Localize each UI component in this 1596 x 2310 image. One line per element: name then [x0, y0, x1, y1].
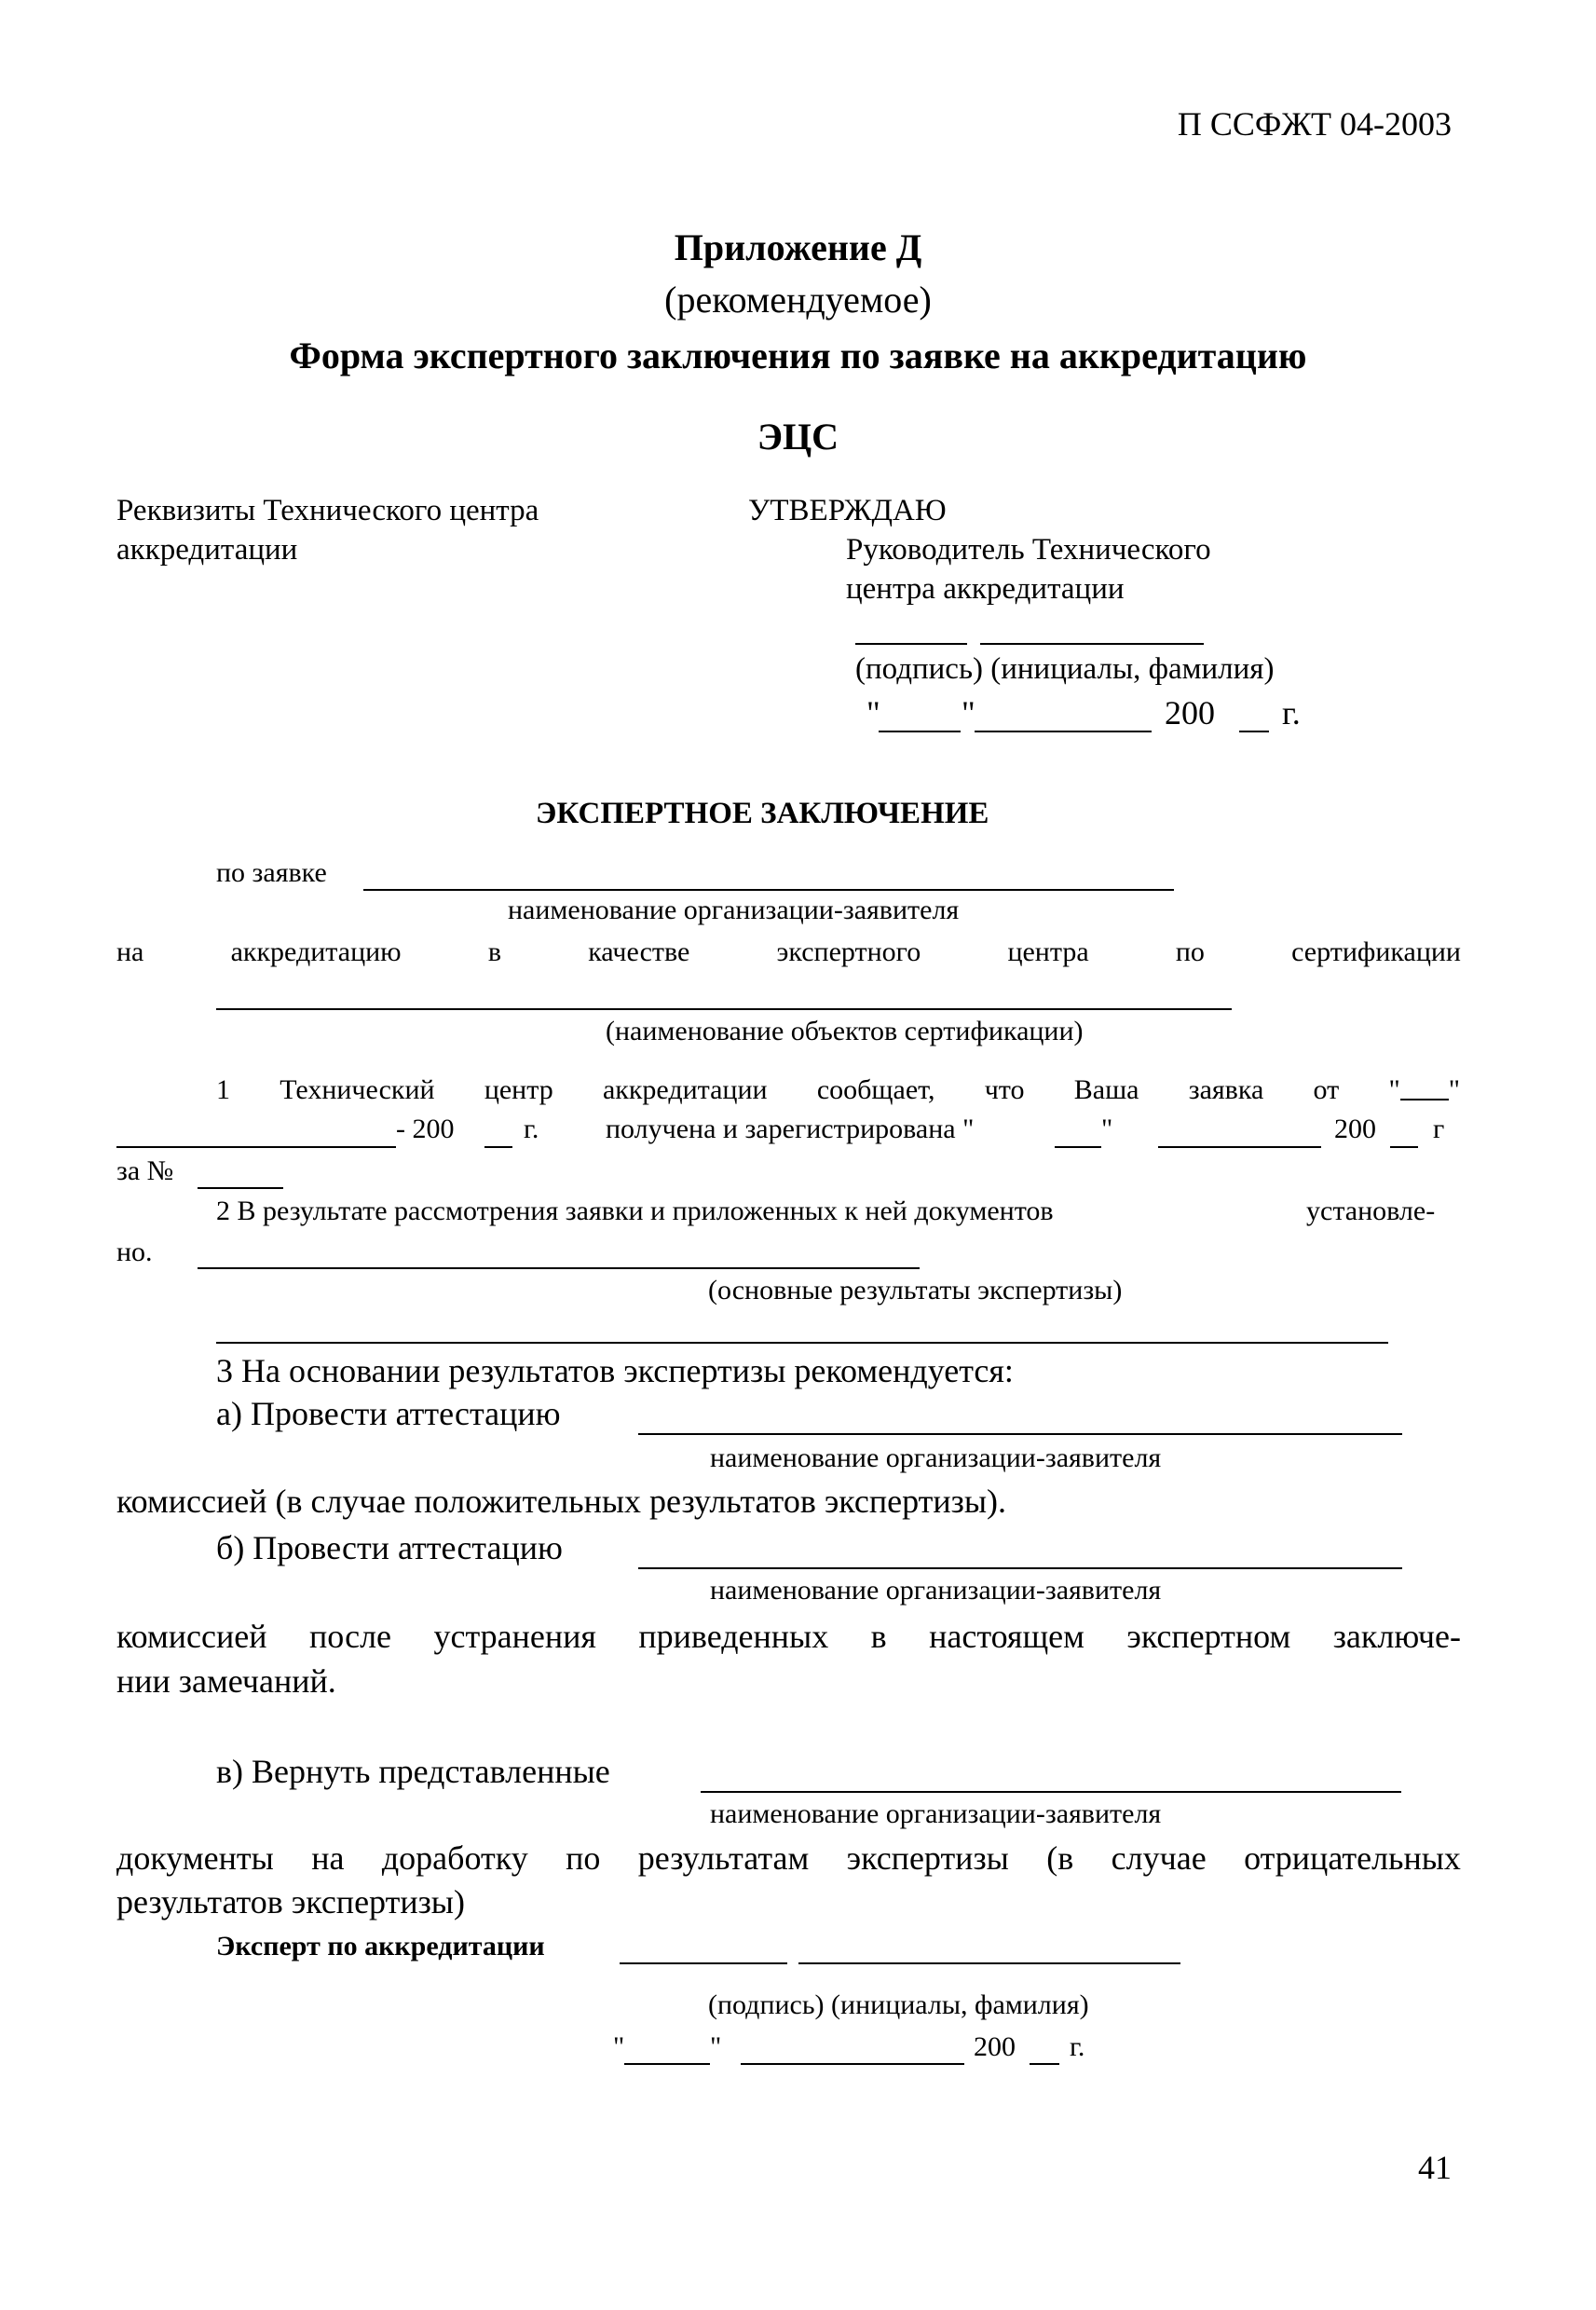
- approve-date-quote-close: ": [962, 694, 975, 731]
- word: сертификации: [1291, 936, 1461, 967]
- appendix-title: Приложение Д: [674, 226, 922, 268]
- approve-date-g: г.: [1282, 694, 1301, 731]
- item1-year2-line: [1390, 1146, 1418, 1148]
- item3-v-caption: наименование организации-заявителя: [710, 1798, 1162, 1829]
- word: Ваша: [1073, 1074, 1139, 1105]
- word: результатам: [637, 1839, 810, 1877]
- po-zayavke-label: по заявке: [216, 857, 327, 888]
- word: Технический: [280, 1074, 435, 1105]
- document-code: П ССФЖТ 04-2003: [1177, 105, 1452, 143]
- item3-a-caption: наименование организации-заявителя: [710, 1442, 1162, 1473]
- word: заявка: [1188, 1074, 1264, 1105]
- word: заключе-: [1332, 1618, 1461, 1655]
- item3-b-after-line2: нии замечаний.: [116, 1662, 336, 1700]
- word: центр: [484, 1074, 553, 1105]
- item1-received-day-line: [1055, 1146, 1101, 1148]
- expert-date-day-line: [624, 2063, 710, 2065]
- approve-date-day-line: [879, 731, 961, 732]
- item3-b-line: [638, 1567, 1402, 1569]
- item1-dash-year: - 200: [396, 1114, 455, 1144]
- accreditation-line: [116, 936, 1461, 968]
- item3-a-label: а) Провести аттестацию: [216, 1395, 561, 1432]
- expert-date-year: 200: [974, 2031, 1016, 2062]
- approve-date-quote-open: ": [866, 694, 880, 731]
- objects-line: [216, 1008, 1232, 1010]
- word: в: [487, 936, 501, 967]
- requisites-left-line2: аккредитации: [116, 533, 298, 567]
- word: на: [311, 1839, 345, 1877]
- word: приведенных: [638, 1618, 829, 1655]
- quote-open: ": [1388, 1074, 1400, 1105]
- expert-sign-caption: (подпись) (инициалы, фамилия): [708, 1989, 1089, 2020]
- item3-intro: 3 На основании результатов экспертизы рекомендуется:: [216, 1352, 1014, 1389]
- expert-date-g: г.: [1070, 2031, 1085, 2062]
- requisites-left-line1: Реквизиты Технического центра: [116, 494, 539, 527]
- word: после: [308, 1618, 392, 1655]
- day-blank: [1400, 1074, 1449, 1100]
- word: документы: [116, 1839, 274, 1877]
- item3-a-line: [638, 1433, 1402, 1435]
- word: по: [1175, 936, 1205, 967]
- item1-year2: 200: [1334, 1114, 1376, 1144]
- word: экспертном: [1126, 1618, 1291, 1655]
- expert-signature-line: [620, 1962, 787, 1964]
- item3-v-after-line1: [116, 1838, 1461, 1878]
- objects-caption: (наименование объектов сертификации): [606, 1016, 1084, 1046]
- expert-date-quote-close: ": [710, 2031, 722, 2062]
- word: 1: [216, 1074, 230, 1105]
- item2-results-caption: (основные результаты экспертизы): [708, 1275, 1123, 1305]
- item1-month-line: [116, 1146, 396, 1148]
- word: что: [984, 1074, 1025, 1105]
- expert-date-year-line: [1030, 2063, 1059, 2065]
- word: устранения: [433, 1618, 596, 1655]
- word: случае: [1111, 1839, 1207, 1877]
- item2-no: но.: [116, 1237, 153, 1267]
- system-abbreviation: ЭЦС: [757, 416, 839, 458]
- item2-results-line: [198, 1267, 920, 1269]
- conclusion-heading: ЭКСПЕРТНОЕ ЗАКЛЮЧЕНИЕ: [536, 797, 989, 830]
- expert-label: Эксперт по аккредитации: [216, 1931, 545, 1961]
- item3-b-caption: наименование организации-заявителя: [710, 1575, 1162, 1606]
- word: от: [1313, 1074, 1340, 1105]
- item1-number-line: [198, 1187, 283, 1189]
- word: качестве: [588, 936, 690, 967]
- item1-g1: г.: [524, 1114, 539, 1144]
- item3-v-after-line2: результатов экспертизы): [116, 1883, 465, 1920]
- item1-g2: г: [1433, 1114, 1445, 1144]
- word: центра: [1007, 936, 1089, 967]
- item1-line1: [216, 1074, 1460, 1106]
- appendix-status: (рекомендуемое): [664, 279, 932, 321]
- word: настоящем: [929, 1618, 1084, 1655]
- applicant-line-1: [363, 889, 1174, 891]
- item1-quote-close: ": [1101, 1114, 1113, 1144]
- word: аккредитацию: [230, 936, 402, 967]
- applicant-caption-1: наименование организации-заявителя: [508, 895, 960, 925]
- approve-label: УТВЕРЖДАЮ: [748, 494, 947, 527]
- item3-b-label: б) Провести аттестацию: [216, 1529, 563, 1566]
- word: по: [566, 1839, 601, 1877]
- item3-a-after: комиссией (в случае положительных результатов экспертизы).: [116, 1483, 1007, 1520]
- approve-date-year: 200: [1165, 694, 1215, 731]
- head-title-line2: центра аккредитации: [846, 572, 1125, 606]
- item2-results-line-2: [216, 1342, 1388, 1344]
- approve-date-month-line: [975, 731, 1152, 732]
- word: комиссией: [116, 1618, 267, 1655]
- quote-close: ": [1448, 1074, 1460, 1105]
- word: экспертизы: [846, 1839, 1009, 1877]
- word: (в: [1046, 1839, 1074, 1877]
- word: на: [116, 936, 144, 967]
- sign-caption: (подпись) (инициалы, фамилия): [855, 652, 1275, 686]
- item3-b-after-line1: [116, 1617, 1461, 1656]
- item1-received-month-line: [1158, 1146, 1321, 1148]
- word: [1388, 1074, 1460, 1106]
- approve-date-year-line: [1239, 731, 1269, 732]
- item3-v-line: [701, 1791, 1401, 1793]
- item1-received: получена и зарегистрирована ": [606, 1114, 975, 1144]
- item3-v-label: в) Вернуть представленные: [216, 1753, 610, 1790]
- head-title-line1: Руководитель Технического: [846, 533, 1211, 567]
- initials-line: [980, 643, 1204, 645]
- expert-date-quote-open: ": [613, 2031, 625, 2062]
- form-title: Форма экспертного заключения по заявке на аккредитацию: [289, 335, 1307, 376]
- expert-date-month-line: [741, 2063, 964, 2065]
- page-number: 41: [1418, 2149, 1452, 2186]
- word: в: [870, 1618, 887, 1655]
- word: сообщает,: [816, 1074, 935, 1105]
- item1-year-line: [484, 1146, 512, 1148]
- word: аккредитации: [602, 1074, 768, 1105]
- word: доработку: [381, 1839, 528, 1877]
- item2-text: 2 В результате рассмотрения заявки и приложенных к ней документов: [216, 1196, 1054, 1226]
- signature-line: [855, 643, 967, 645]
- expert-initials-line: [798, 1962, 1180, 1964]
- word: отрицательных: [1244, 1839, 1461, 1877]
- item2-tail: установле-: [1306, 1196, 1436, 1226]
- word: экспертного: [776, 936, 921, 967]
- item1-za-no: за №: [116, 1155, 174, 1186]
